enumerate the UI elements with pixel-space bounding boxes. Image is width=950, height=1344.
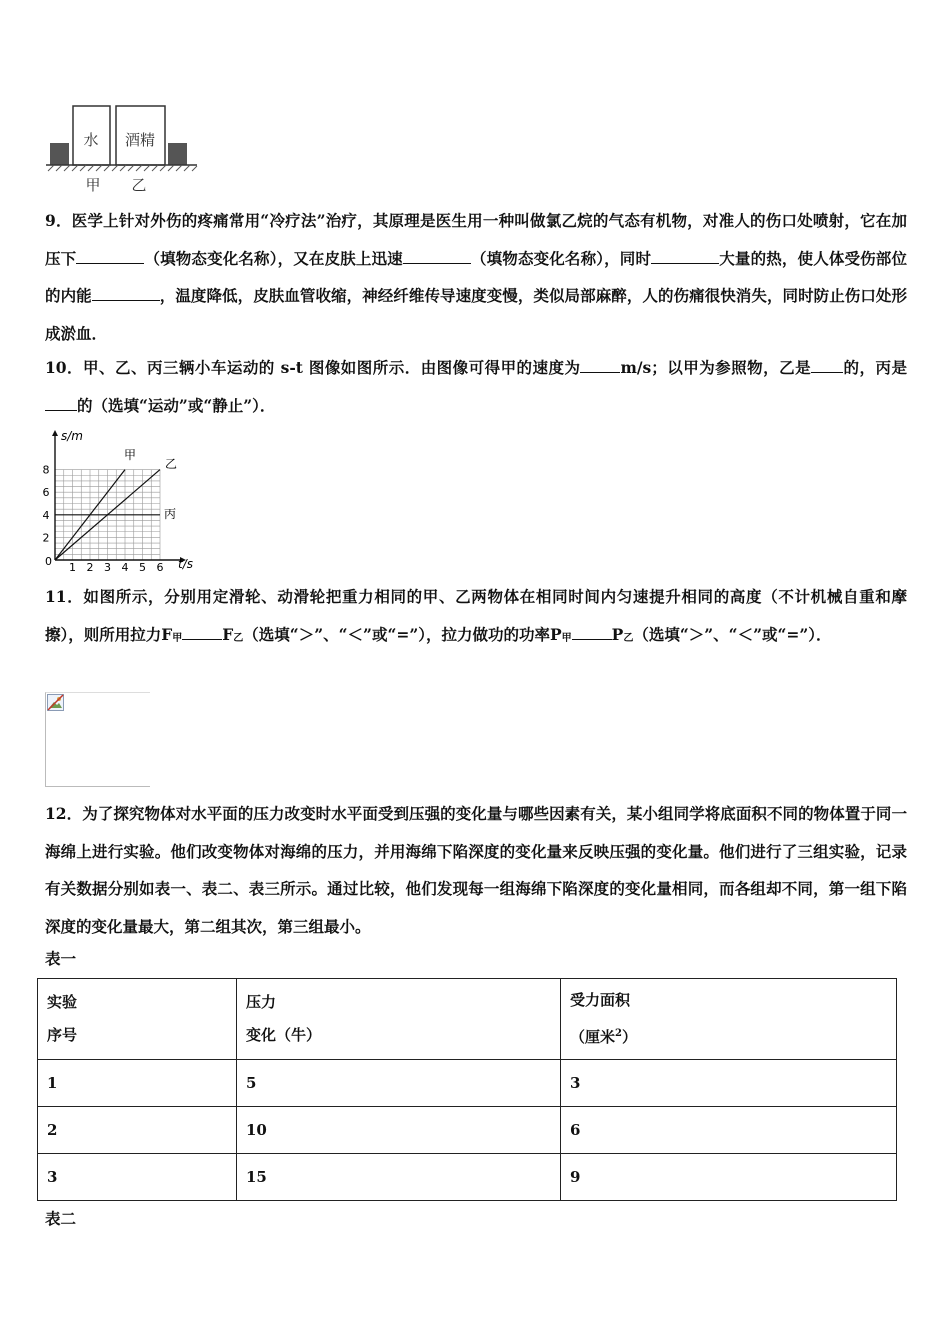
q11-blank-2[interactable]: [572, 622, 612, 639]
q11-blank-1[interactable]: [182, 622, 222, 639]
q11-text-5: （选填“＞”、“＜”或“=”）．: [633, 624, 832, 644]
q11-text-1: 如图所示，分别用定滑轮、动滑轮把重力相同的甲、乙两物体在相同时间内匀速提升相同的高度（不计机械自重和摩擦），则所用拉力F: [45, 587, 907, 644]
table-1: [37, 978, 897, 1201]
x-tick-label: 3: [104, 561, 111, 574]
q11-sub-4: 乙: [623, 632, 634, 644]
q11-sub-3: 甲: [561, 632, 572, 644]
q10-text-3: 的，丙是: [843, 358, 907, 377]
x-tick-label: 2: [86, 561, 94, 574]
q12-number: 12．: [45, 804, 83, 823]
question-9: [45, 202, 907, 352]
header-cell-area: 受力面积 （厘米$^2$）: [561, 979, 897, 1060]
y-tick-label: 4: [42, 508, 50, 522]
table-cell: 2: [38, 1107, 237, 1154]
water-label: 水: [83, 131, 99, 149]
q9-text-1: 医学上针对外伤的疼痛常用“冷疗法”治疗，其原理是医生用一种叫做氯乙烷的气态有机物，对准人的伤口处喷射，它在加压下: [45, 211, 907, 268]
x-tick-label: 1: [69, 561, 76, 574]
question-11: [45, 578, 907, 657]
q9-text-3: （填物态变化名称），同时: [470, 248, 652, 268]
table-row: [38, 1107, 897, 1154]
header-cell-force: 压力 变化（牛）: [237, 979, 561, 1060]
line-label-jia: 甲: [124, 448, 137, 462]
q10-text-1: 甲、乙、丙三辆小车运动的 s-t 图像如图所示．由图像可得甲的速度为: [83, 358, 581, 377]
header-cell-sequence: 实验 序号: [38, 979, 237, 1060]
q11-text-3: （选填“＞”、“＜”或“=”），拉力做功的功率P: [243, 624, 562, 644]
q9-text-4: 大量的热，使人体受伤部位的内能: [45, 248, 907, 305]
origin-label: 0: [45, 555, 52, 568]
table-cell: 1: [38, 1060, 237, 1107]
broken-image-icon: [47, 694, 65, 712]
q11-text-2: F: [222, 624, 234, 644]
left-block: [50, 143, 69, 165]
table-cell: 9: [561, 1154, 897, 1201]
caption-jia: 甲: [85, 176, 101, 194]
y-axis-label: s/m: [61, 429, 83, 443]
caption-yi: 乙: [131, 176, 147, 194]
q9-blank-3[interactable]: [651, 246, 719, 263]
q9-number: 9．: [45, 211, 72, 230]
q11-sub-2: 乙: [233, 632, 244, 644]
containers-figure: [44, 100, 204, 195]
q10-blank-3[interactable]: [45, 393, 77, 410]
table-cell: 10: [237, 1107, 561, 1154]
line-label-yi: 乙: [165, 457, 178, 471]
q10-blank-1[interactable]: [580, 356, 620, 373]
x-axis-label: t/s: [178, 557, 193, 571]
table-row: [38, 1060, 897, 1107]
q9-blank-1[interactable]: [76, 246, 144, 263]
q9-text-2: （填物态变化名称），又在皮肤上迅速: [144, 248, 403, 268]
table-cell: 3: [561, 1060, 897, 1107]
q9-blank-4[interactable]: [92, 284, 160, 301]
alcohol-label: 酒精: [124, 131, 156, 149]
y-tick-label: 6: [42, 486, 50, 500]
x-tick-label: 4: [121, 561, 129, 574]
q10-text-4: 的（选填“运动”或“静止”）．: [77, 395, 276, 415]
q10-number: 10．: [45, 358, 84, 377]
table2-caption: 表二: [45, 1209, 77, 1228]
table-row: [38, 1154, 897, 1201]
q10-text-2: m/s；以甲为参照物，乙是: [620, 358, 812, 377]
table-cell: 15: [237, 1154, 561, 1201]
q11-sub-1: 甲: [172, 632, 183, 644]
table1-header-row: [38, 979, 897, 1060]
q12-text: 为了探究物体对水平面的压力改变时水平面受到压强的变化量与哪些因素有关，某小组同学将底面积不同的物体置于同一海绵上进行实验。他们改变物体对海绵的压力，并用海绵下陷深度的变化量来反映压强的变化量。他们进行了三组实验，记录有关数据分别如表一、表二、表三所示。通过比较，他们发现每一组海绵下陷深度的变化量相同，而各组却不同，第一组下陷深度的变化量最大，第二组其次，第三组最小。: [45, 804, 907, 936]
line-label-bing: 丙: [164, 507, 177, 521]
right-block: [168, 143, 187, 165]
st-graph: [38, 428, 218, 578]
q9-blank-2[interactable]: [403, 246, 471, 263]
table-cell: 6: [561, 1107, 897, 1154]
y-tick-label: 2: [42, 531, 50, 545]
q10-blank-2[interactable]: [811, 356, 843, 373]
x-tick-label: 5: [139, 561, 146, 574]
y-axis-arrow: [52, 430, 58, 436]
q11-number: 11．: [45, 587, 84, 606]
pulley-figure-placeholder: [45, 692, 150, 787]
table1-caption: 表一: [45, 949, 77, 968]
q11-text-4: P: [611, 624, 624, 644]
x-tick-label: 6: [156, 561, 164, 574]
question-12: [45, 795, 907, 945]
table-cell: 3: [38, 1154, 237, 1201]
q9-text-5: ，温度降低，皮肤血管收缩，神经纤维传导速度变慢，类似局部麻醉，人的伤痛很快消失，同时防止伤口处形成淤血．: [45, 286, 907, 343]
question-10: [45, 349, 907, 424]
y-tick-label: 8: [42, 463, 50, 477]
ground-hatching: [48, 165, 197, 171]
table-cell: 5: [237, 1060, 561, 1107]
